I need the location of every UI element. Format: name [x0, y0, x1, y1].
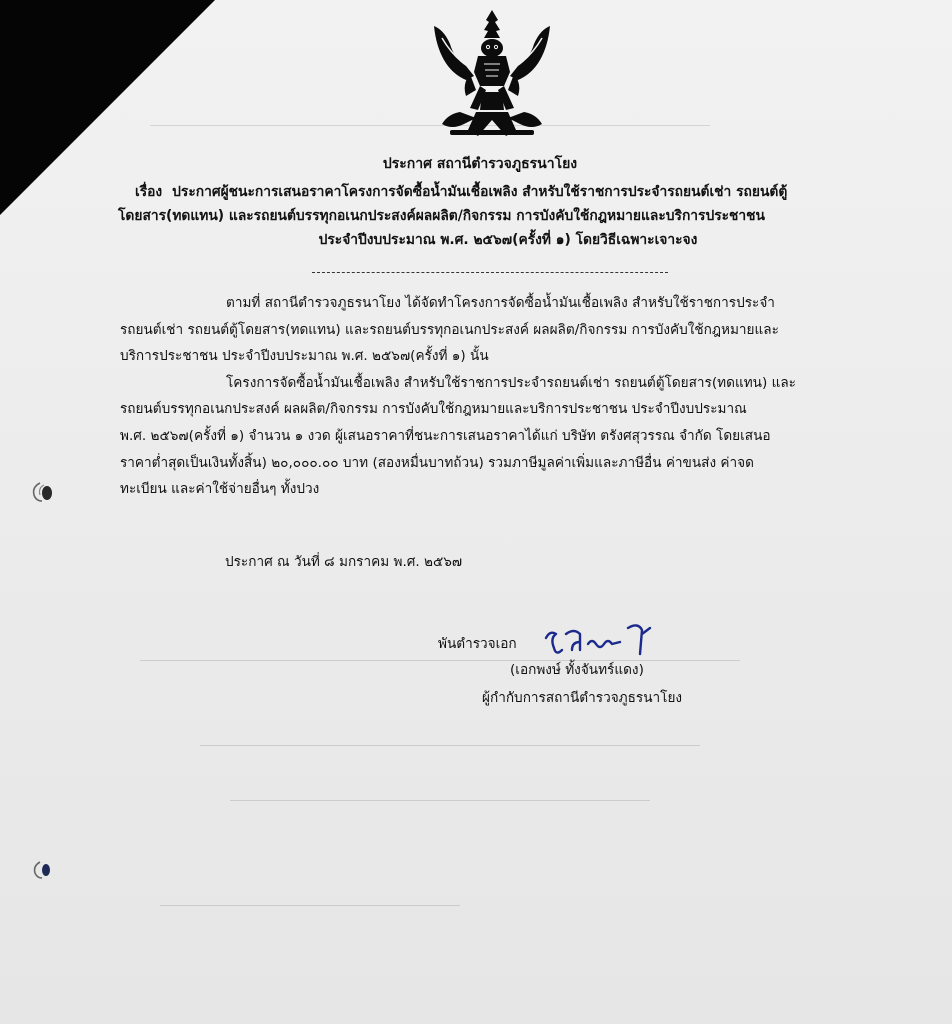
show-through-line — [200, 745, 700, 746]
signature-block — [430, 620, 750, 710]
body-text — [120, 290, 864, 503]
subject-block — [118, 180, 858, 252]
signer-rank: พันตำรวจเอก — [438, 636, 517, 652]
para1-line: ตามที่ สถานีตำรวจภูธรนาโยง ได้จัดทำโครงการจัดซื้อน้ำมันเชื้อเพลิง สำหรับใช้ราชการประจำ — [226, 295, 775, 311]
subject-label: เรื่อง — [135, 184, 163, 200]
para1-line: บริการประชาชน ประจำปีงบประมาณ พ.ศ. ๒๕๖๗(ครั้งที่ ๑) นั้น — [120, 348, 489, 365]
signer-name: (เอกพงษ์ ทั้งจันทร์แดง) — [510, 662, 644, 678]
handwritten-signature — [542, 620, 662, 660]
announcement-date: ประกาศ ณ วันที่ ๘ มกราคม พ.ศ. ๒๕๖๗ — [225, 554, 463, 570]
subject-line-3: ประจำปีงบประมาณ พ.ศ. ๒๕๖๗(ครั้งที่ ๑) โดยวิธีเฉพาะเจาะจง — [318, 232, 698, 248]
para2-line: โครงการจัดซื้อน้ำมันเชื้อเพลิง สำหรับใช้ราชการประจำรถยนต์เช่า รถยนต์ตู้โดยสาร(ทดแทน) และ — [226, 374, 796, 391]
para2-line: ทะเบียน และค่าใช้จ่ายอื่นๆ ทั้งปวง — [120, 481, 320, 498]
garuda-emblem-icon — [430, 8, 554, 140]
punch-hole-icon — [30, 480, 56, 504]
show-through-line — [160, 905, 460, 906]
signer-position: ผู้กำกับการสถานีตำรวจภูธรนาโยง — [482, 690, 683, 706]
subject-text-1: ประกาศผู้ชนะการเสนอราคาโครงการจัดซื้อน้ำมันเชื้อเพลิง สำหรับใช้ราชการประจำรถยนต์เช่า รถยนต์ตู้ — [172, 184, 788, 200]
para2-line: รถยนต์บรรทุกอเนกประสงค์ ผลผลิต/กิจกรรม การบังคับใช้กฎหมายและบริการประชาชน ประจำปีงบประมาณ — [120, 401, 747, 418]
para2-line: ราคาต่ำสุดเป็นเงินทั้งสิ้น) ๒๐,๐๐๐.๐๐ บาท (สองหมื่นบาทถ้วน) รวมภาษีมูลค่าเพิ่มและภาษีอื่น ค่าขนส่ง ค่าจด — [120, 454, 754, 471]
subject-line-1 — [118, 180, 858, 204]
para2-line: พ.ศ. ๒๕๖๗(ครั้งที่ ๑) จำนวน ๑ งวด ผู้เสนอราคาที่ชนะการเสนอราคาได้แก่ บริษัท ตรังศสุวรรณ จำกัด โดยเสนอ — [120, 427, 771, 444]
subject-line-2: โดยสาร(ทดแทน) และรถยนต์บรรทุกอเนกประสงค์ผลผลิต/กิจกรรม การบังคับใช้กฎหมายและบริการประชาชน — [118, 208, 765, 224]
punch-hole-icon — [30, 858, 56, 882]
dashed-divider — [312, 272, 668, 273]
document-title: ประกาศ สถานีตำรวจภูธรนาโยง — [382, 156, 578, 172]
para1-line: รถยนต์เช่า รถยนต์ตู้โดยสาร(ทดแทน) และรถยนต์บรรทุกอเนกประสงค์ ผลผลิต/กิจกรรม การบังคับใช้กฎหมายและ — [120, 321, 779, 338]
show-through-line — [230, 800, 650, 801]
